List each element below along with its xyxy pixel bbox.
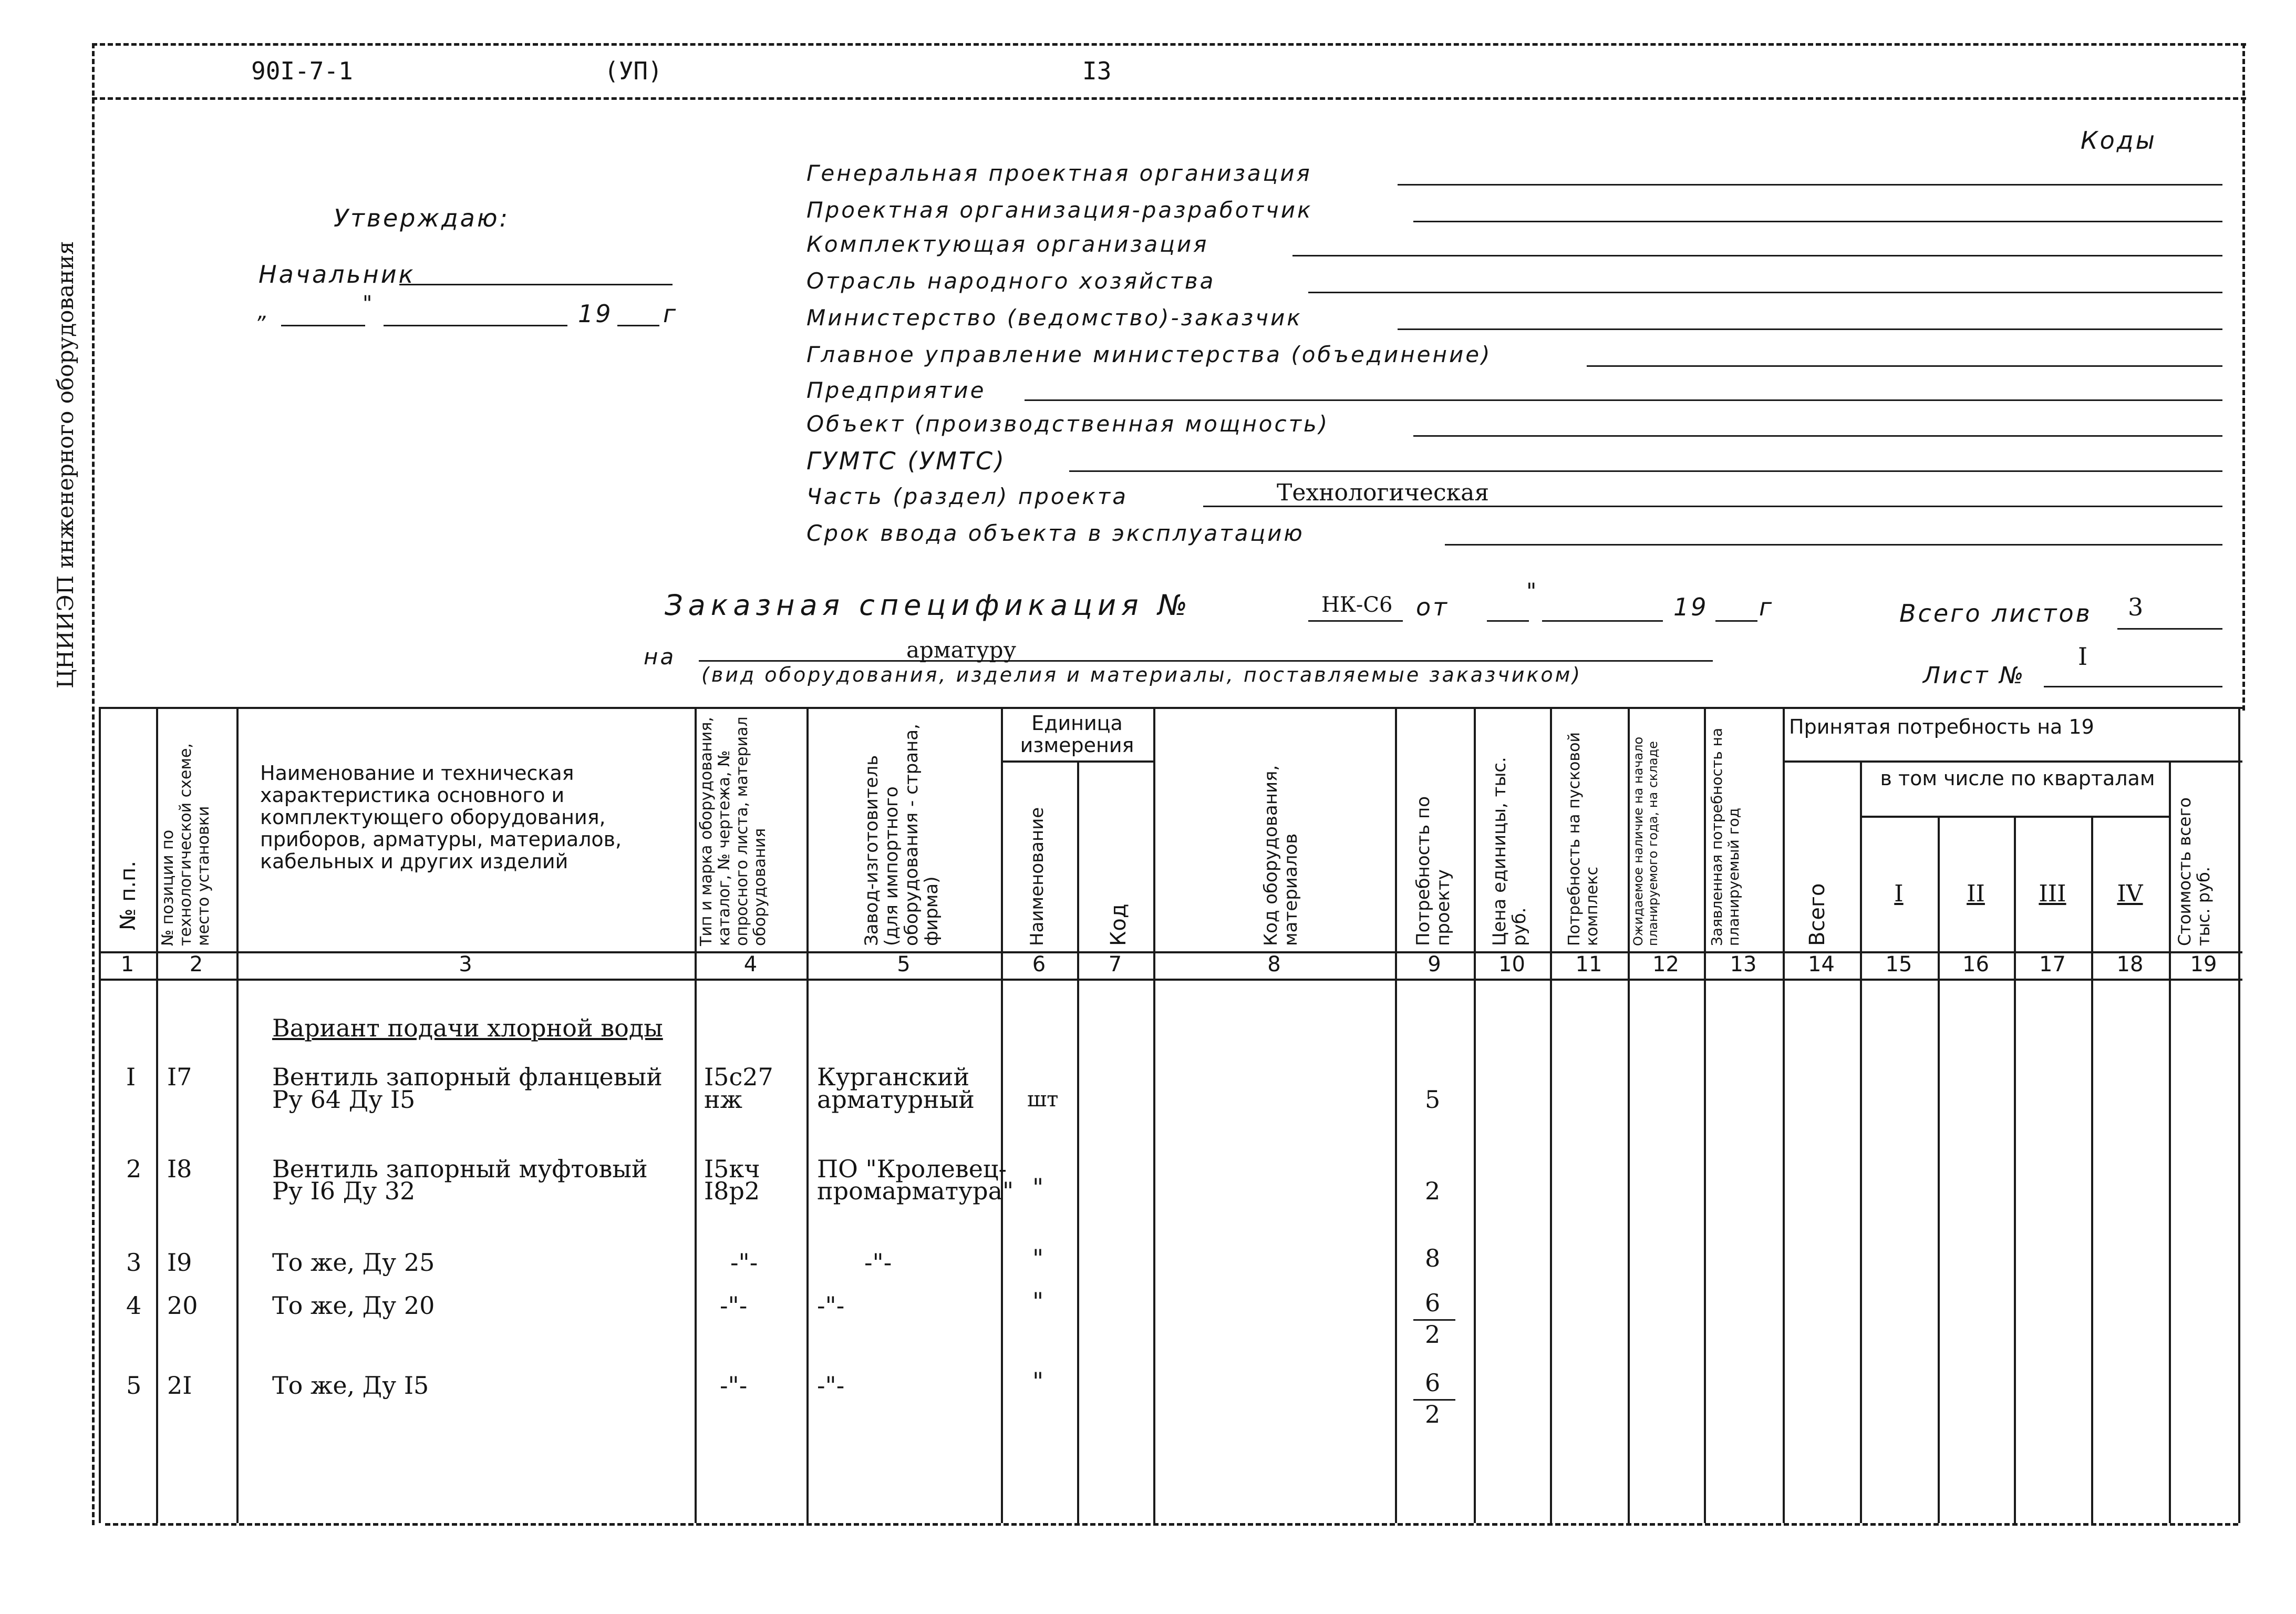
row-unit: " [1032, 1287, 1044, 1315]
spec-number: НК-С6 [1321, 593, 1393, 617]
sheet-label: Лист № [1923, 662, 2026, 689]
date-year-line [617, 325, 659, 326]
col-line-10 [1474, 707, 1476, 1523]
spec-on-line [699, 660, 1713, 662]
date-day-line [281, 325, 365, 326]
header-c8-text: Код оборудования, материалов [1260, 765, 1301, 946]
colnum-17: 17 [2039, 952, 2066, 976]
header-c16: II [1967, 880, 1985, 907]
header-c3-text: Наименование и техническая характеристика основного и комплектующего оборудования, приборов, арматуры, материалов, кабельных и других изделий [260, 762, 622, 873]
row-type-line2: I8р2 [704, 1177, 760, 1205]
header-c15-18 [1876, 767, 2159, 789]
accepted-header-line [1783, 760, 2242, 763]
colnum-9: 9 [1428, 952, 1441, 976]
col-line-2 [156, 707, 158, 1523]
total-sheets-label: Всего листов [1899, 599, 2092, 628]
header-c15: I [1894, 880, 1904, 907]
row-qty: 8 [1425, 1244, 1441, 1272]
row-maker-line1: Курганский [817, 1063, 970, 1091]
org-developer-label: Проектная организация-разработчик [806, 197, 1313, 223]
header-c12-text: Ожидаемое наличие на начало планируемого года, на складе [1631, 736, 1660, 946]
header-c1: № п.п. [116, 860, 140, 930]
col-line-16 [1938, 816, 1940, 1523]
row-maker-line1: -"- [817, 1371, 845, 1400]
spec-day-line [1487, 620, 1529, 622]
col-line-9 [1395, 707, 1397, 1523]
sheet-line [2044, 686, 2222, 687]
spec-number-line [1308, 620, 1403, 622]
colnum-12: 12 [1652, 952, 1679, 976]
col-line-14 [1783, 707, 1785, 1523]
frame-left [92, 43, 95, 1525]
spec-month-line [1542, 620, 1663, 622]
row-name-line1: То же, Ду 25 [272, 1248, 435, 1277]
header-c9 [1413, 757, 1453, 946]
spec-on-caption: (вид оборудования, изделия и материалы, поставляемые заказчиком) [701, 663, 1583, 686]
approval-year: 19 [578, 300, 613, 328]
col-line-15 [1860, 760, 1862, 1523]
stamp-code: 90I-7-1 [251, 57, 353, 85]
col-line-12 [1628, 707, 1630, 1523]
col-line-8 [1153, 707, 1155, 1523]
row-position: 20 [167, 1291, 198, 1320]
header-c6: Наименование [1027, 807, 1048, 946]
org-main-dept-line [1587, 365, 2222, 367]
header-c15-18-text: в том числе по кварталам [1880, 767, 2155, 790]
row-type-line1: I5кч [704, 1155, 760, 1183]
frame-right [2242, 43, 2245, 711]
colnum-13: 13 [1730, 952, 1757, 976]
spec-quote: " [1526, 578, 1539, 604]
spec-year-line [1715, 620, 1757, 622]
row-name-line1: То же, Ду 20 [272, 1291, 435, 1320]
row-number: 3 [126, 1248, 142, 1277]
col-line-11 [1550, 707, 1552, 1523]
header-c14: Всего [1805, 883, 1829, 946]
colnum-19: 19 [2190, 952, 2217, 976]
row-position: 2I [167, 1371, 192, 1400]
approval-chief: Начальник [258, 260, 416, 289]
org-part-label: Часть (раздел) проекта [806, 484, 1128, 509]
header-c6-7-text: Единица измерения [1020, 712, 1134, 757]
row-type-line1: I5с27 [704, 1063, 773, 1091]
row-maker-line1: -"- [817, 1291, 845, 1320]
total-sheets-value: 3 [2128, 593, 2144, 621]
codes-label: Коды [2081, 126, 2157, 155]
col-line-20 [2238, 707, 2240, 1523]
col-line-18 [2091, 816, 2093, 1523]
header-c2 [159, 715, 213, 946]
spec-on-value: арматуру [906, 637, 1017, 663]
row-qty: 2 [1425, 1177, 1441, 1205]
total-sheets-line [2117, 628, 2222, 630]
header-c14-18: Принятая потребность на 19 [1789, 715, 2094, 738]
col-line-1 [99, 707, 101, 1523]
org-enterprise-line [1025, 399, 2222, 401]
section-title: Вариант подачи хлорной воды [272, 1014, 663, 1042]
header-c6-7 [1006, 712, 1148, 756]
stamp-divider [92, 97, 2246, 100]
org-gumts-line [1069, 470, 2222, 472]
row-unit: " [1032, 1244, 1044, 1272]
approval-title: Утверждаю: [334, 204, 510, 232]
stamp-page: I3 [1082, 57, 1112, 85]
org-part-line [1203, 506, 2222, 507]
date-open-quote: „ [257, 300, 271, 324]
org-object-label: Объект (производственная мощность) [806, 411, 1330, 437]
colnum-10: 10 [1498, 952, 1525, 976]
colnum-11: 11 [1575, 952, 1602, 976]
sheet-value: I [2078, 642, 2088, 671]
row-name-line1: Вентиль запорный муфтовый [272, 1155, 648, 1183]
row-number: I [126, 1063, 136, 1091]
row-name-line2: Ру I6 Ду 32 [272, 1177, 416, 1205]
row-maker-line2: промарматура" [817, 1177, 1014, 1205]
col-line-4 [695, 707, 697, 1523]
row-qty: 5 [1425, 1085, 1441, 1114]
row-type-line1: -"- [720, 1291, 748, 1320]
table-colnum-bottom-line [99, 979, 2242, 981]
header-c3 [260, 762, 680, 872]
spec-title: Заказная спецификация № [665, 589, 1193, 622]
row-qty: 6 [1425, 1289, 1441, 1317]
row-qty-denominator: 2 [1425, 1320, 1441, 1349]
col-line-6 [1001, 707, 1003, 1523]
row-name-line2: Ру 64 Ду I5 [272, 1085, 416, 1114]
header-c13 [1709, 715, 1742, 946]
org-general-line [1398, 184, 2222, 186]
row-unit: шт [1027, 1087, 1059, 1112]
col-line-7 [1077, 760, 1079, 1523]
org-complect-line [1292, 255, 2222, 256]
row-maker-line1: ПО "Кролевец- [817, 1155, 1007, 1183]
header-c12 [1631, 715, 1660, 946]
header-c4 [698, 715, 769, 946]
row-name-line1: То же, Ду I5 [272, 1371, 429, 1400]
header-c4-text: Тип и марка оборудования, каталог, № чертежа, № опросного листа, материал оборудования [697, 716, 769, 946]
row-name-line1: Вентиль запорный фланцевый [272, 1063, 663, 1091]
org-enterprise-label: Предприятие [806, 377, 986, 403]
header-c5-text: Завод-изготовитель (для импортного оборудования - страна, фирма) [861, 724, 942, 946]
row-number: 2 [126, 1155, 142, 1183]
row-maker-line2: арматурный [817, 1085, 975, 1114]
col-line-5 [806, 707, 809, 1523]
row-position: I9 [167, 1248, 192, 1277]
header-c19-text: Стоимость всего тыс. руб. [2175, 797, 2214, 946]
date-month-line [384, 325, 567, 326]
header-c18: IV [2117, 880, 2143, 907]
col-line-19 [2169, 760, 2171, 1523]
header-c8 [1261, 715, 1301, 946]
row-unit: " [1032, 1173, 1044, 1201]
header-c2-text: № позиции по технологической схеме, место установки [159, 743, 213, 946]
row-unit: " [1032, 1367, 1044, 1395]
colnum-15: 15 [1885, 952, 1912, 976]
row-number: 4 [126, 1291, 142, 1320]
row-maker-line1: -"- [864, 1248, 892, 1277]
col-line-13 [1704, 707, 1706, 1523]
org-complect-label: Комплектующая организация [806, 231, 1209, 257]
col-line-17 [2014, 816, 2016, 1523]
row-position: I8 [167, 1155, 192, 1183]
colnum-6: 6 [1032, 952, 1046, 976]
row-number: 5 [126, 1371, 142, 1400]
spec-year: 19 [1673, 593, 1709, 621]
org-deadline-line [1445, 544, 2222, 546]
colnum-8: 8 [1267, 952, 1281, 976]
colnum-7: 7 [1108, 952, 1122, 976]
org-part-value: Технологическая [1277, 479, 1490, 506]
header-c5 [862, 715, 942, 946]
org-developer-line [1413, 221, 2222, 222]
row-type-line1: -"- [720, 1371, 748, 1400]
colnum-16: 16 [1962, 952, 1989, 976]
header-c10-text: Цена единицы, тыс. руб. [1489, 757, 1530, 946]
org-main-dept-label: Главное управление министерства (объединение) [806, 342, 1492, 367]
frame-top [92, 43, 2246, 46]
side-label: ЦНИИЭП инженерного оборудования [53, 241, 78, 688]
org-deadline-label: Срок ввода объекта в эксплуатацию [806, 520, 1305, 546]
org-ministry-line [1398, 328, 2222, 330]
col-line-3 [236, 707, 239, 1523]
org-ministry-label: Министерство (ведомство)-заказчик [806, 305, 1302, 331]
colnum-2: 2 [189, 952, 203, 976]
stamp-part: (УП) [604, 57, 663, 85]
spec-on-label: на [644, 644, 676, 670]
header-c17: III [2039, 880, 2066, 907]
row-qty-denominator: 2 [1425, 1400, 1441, 1428]
org-general-label: Генеральная проектная организация [806, 160, 1312, 186]
header-c10 [1490, 757, 1529, 946]
org-industry-line [1308, 292, 2222, 293]
row-position: I7 [167, 1063, 192, 1091]
approval-year-suffix: г [663, 300, 678, 328]
date-mid-quote: " [363, 292, 375, 316]
table-bottom-line [105, 1523, 2238, 1526]
header-c9-text: Потребность по проекту [1413, 796, 1454, 946]
row-qty: 6 [1425, 1369, 1441, 1397]
spec-year-suffix: г [1759, 593, 1774, 621]
colnum-1: 1 [120, 952, 135, 976]
header-c7: Код [1106, 903, 1131, 946]
colnum-18: 18 [2116, 952, 2144, 976]
org-gumts-label: ГУМТС (УМТС) [806, 447, 1007, 475]
colnum-5: 5 [897, 952, 911, 976]
colnum-4: 4 [743, 952, 758, 976]
header-c11 [1566, 715, 1601, 946]
header-c19 [2175, 757, 2213, 946]
row-type-line2: нж [704, 1085, 742, 1114]
org-industry-label: Отрасль народного хозяйства [806, 268, 1216, 294]
header-c11-text: Потребность на пусковой комплекс [1565, 732, 1601, 946]
row-type-line1: -"- [730, 1248, 758, 1277]
colnum-14: 14 [1808, 952, 1835, 976]
table-top-line [99, 707, 2242, 709]
header-c13-text: Заявленная потребность на планируемый год [1708, 727, 1742, 946]
chief-signature-line [399, 284, 673, 285]
spec-from: от [1416, 593, 1449, 621]
org-object-line [1413, 435, 2222, 437]
colnum-3: 3 [459, 952, 472, 976]
